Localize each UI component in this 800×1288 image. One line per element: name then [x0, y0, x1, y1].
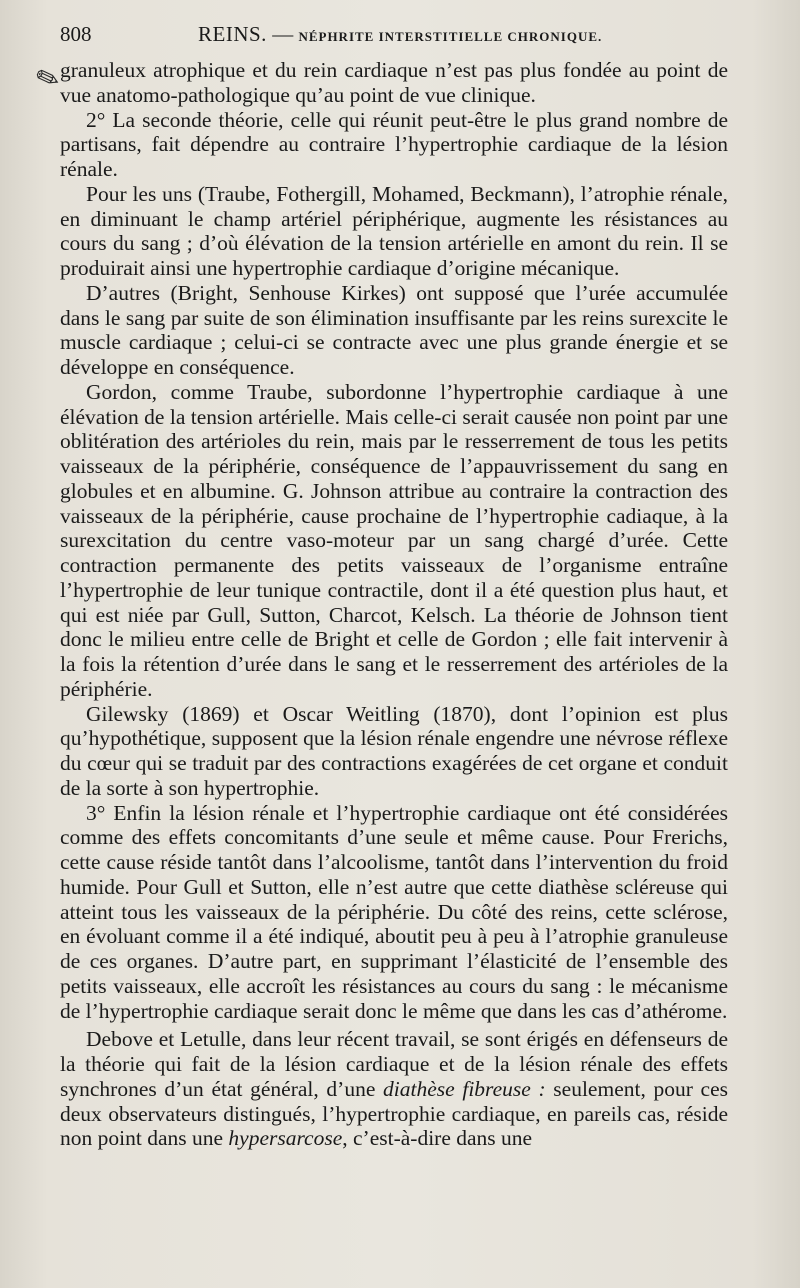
paragraph-5: Gordon, comme Traube, subordonne l’hypertrophie cardiaque à une élévation de la tension artérielle. Mais celle-ci serait causée non point par une oblitération des artérioles du rein, mais par le resserrement de tous les petits vaisseaux de la périphérie, conséquence de l’appauvrissement du sang en globules et en albumine. G. Johnson attribue au contraire la contraction des vaisseaux de la périphérie, cause prochaine de l’hypertrophie cadiaque, à la surexcitation du centre vaso-moteur par un sang chargé d’urée. Cette contraction permanente des petits vaisseaux de l’organisme entraîne l’hypertrophie de leur tunique contractile, dont il a été question plus haut, et qui est niée par Gull, Sutton, Charcot, Kelsch. La théorie de Johnson tient donc le milieu entre celle de Bright et celle de Gordon ; elle fait intervenir à la fois la rétention d’urée dans le sang et le resserrement des artérioles de la périphérie. — [60, 379, 729, 701]
paragraph-3: Pour les uns (Traube, Fothergill, Mohamed, Beckmann), l’atrophie rénale, en diminuant le champ artériel périphérique, augmente les résistances au cours du sang ; d’où élévation de la tension artérielle en amont du rein. Il se produirait ainsi une hypertrophie cardiaque d’origine mécanique. — [60, 181, 728, 280]
running-title-sub: NÉPHRITE INTERSTITIELLE CHRONIQUE. — [298, 29, 603, 44]
paragraph-8-italic-2: hypersarcose — [228, 1126, 343, 1151]
running-title — [198, 22, 602, 47]
running-title-main: REINS. — [198, 22, 267, 46]
page-number: 808 — [60, 22, 92, 46]
paragraph-6: Gilewsky (1869) et Oscar Weitling (1870), dont l’opinion est plus qu’hypothétique, supposent que la lésion rénale engendre une névrose réflexe du cœur qui se traduit par des contractions exagérées de cet organe et conduit de la sorte à son hypertrophie. — [60, 701, 728, 800]
paragraph-8-part-1: Debove et Letulle, dans leur récent travail, se sont érigés en défenseurs de la théorie qui fait de la lésion cardiaque et de la lésion rénale des effets synchrones d’un état général, d’une — [60, 1027, 728, 1101]
body-text — [60, 58, 728, 1151]
running-head — [60, 22, 740, 52]
paragraph-1: granuleux atrophique et du rein cardiaque n’est pas plus fondée au point de vue anatomo-pathologique qu’au point de vue clinique. — [60, 58, 728, 107]
running-title-separator: — — [272, 22, 294, 46]
margin-ink-mark: ✎ — [31, 58, 65, 99]
paragraph-8-part-3: , c’est-à-dire dans une — [342, 1126, 533, 1151]
paragraph-8-part-2: seulement, pour ces deux observateurs distingués, l’hypertrophie cardiaque, en pareils cas, réside non point dans une — [60, 1076, 729, 1151]
paragraph-4: D’autres (Bright, Senhouse Kirkes) ont supposé que l’urée accumulée dans le sang par suite de son élimination insuffisante par les reins surexcite le muscle cardiaque ; celui-ci se contracte avec une plus grande énergie et se développe en conséquence. — [60, 280, 728, 379]
paragraph-8-italic-1: diathèse fibreuse : — [383, 1076, 546, 1101]
paragraph-8 — [60, 1027, 728, 1151]
paragraph-7: 3° Enfin la lésion rénale et l’hypertrophie cardiaque ont été considérées comme des effets concomitants d’une seule et même cause. Pour Frerichs, cette cause réside tantôt dans l’alcoolisme, tantôt dans l’intervention du froid humide. Pour Gull et Sutton, elle n’est autre que cette diathèse scléreuse qui atteint tous les vaisseaux de la périphérie. Du côté des reins, cette sclérose, en évoluant comme il a été indiqué, aboutit peu à peu à l’atrophie granuleuse de ces organes. D’autre part, en supprimant l’élasticité de l’ensemble des petits vaisseaux, elle accroît les résistances au cours du sang : le mécanisme de l’hypertrophie cardiaque serait donc le même que dans les cas d’athérome. — [60, 800, 728, 1023]
paragraph-2: 2° La seconde théorie, celle qui réunit peut-être le plus grand nombre de partisans, fait dépendre au contraire l’hypertrophie cardiaque de la lésion rénale. — [60, 107, 728, 181]
